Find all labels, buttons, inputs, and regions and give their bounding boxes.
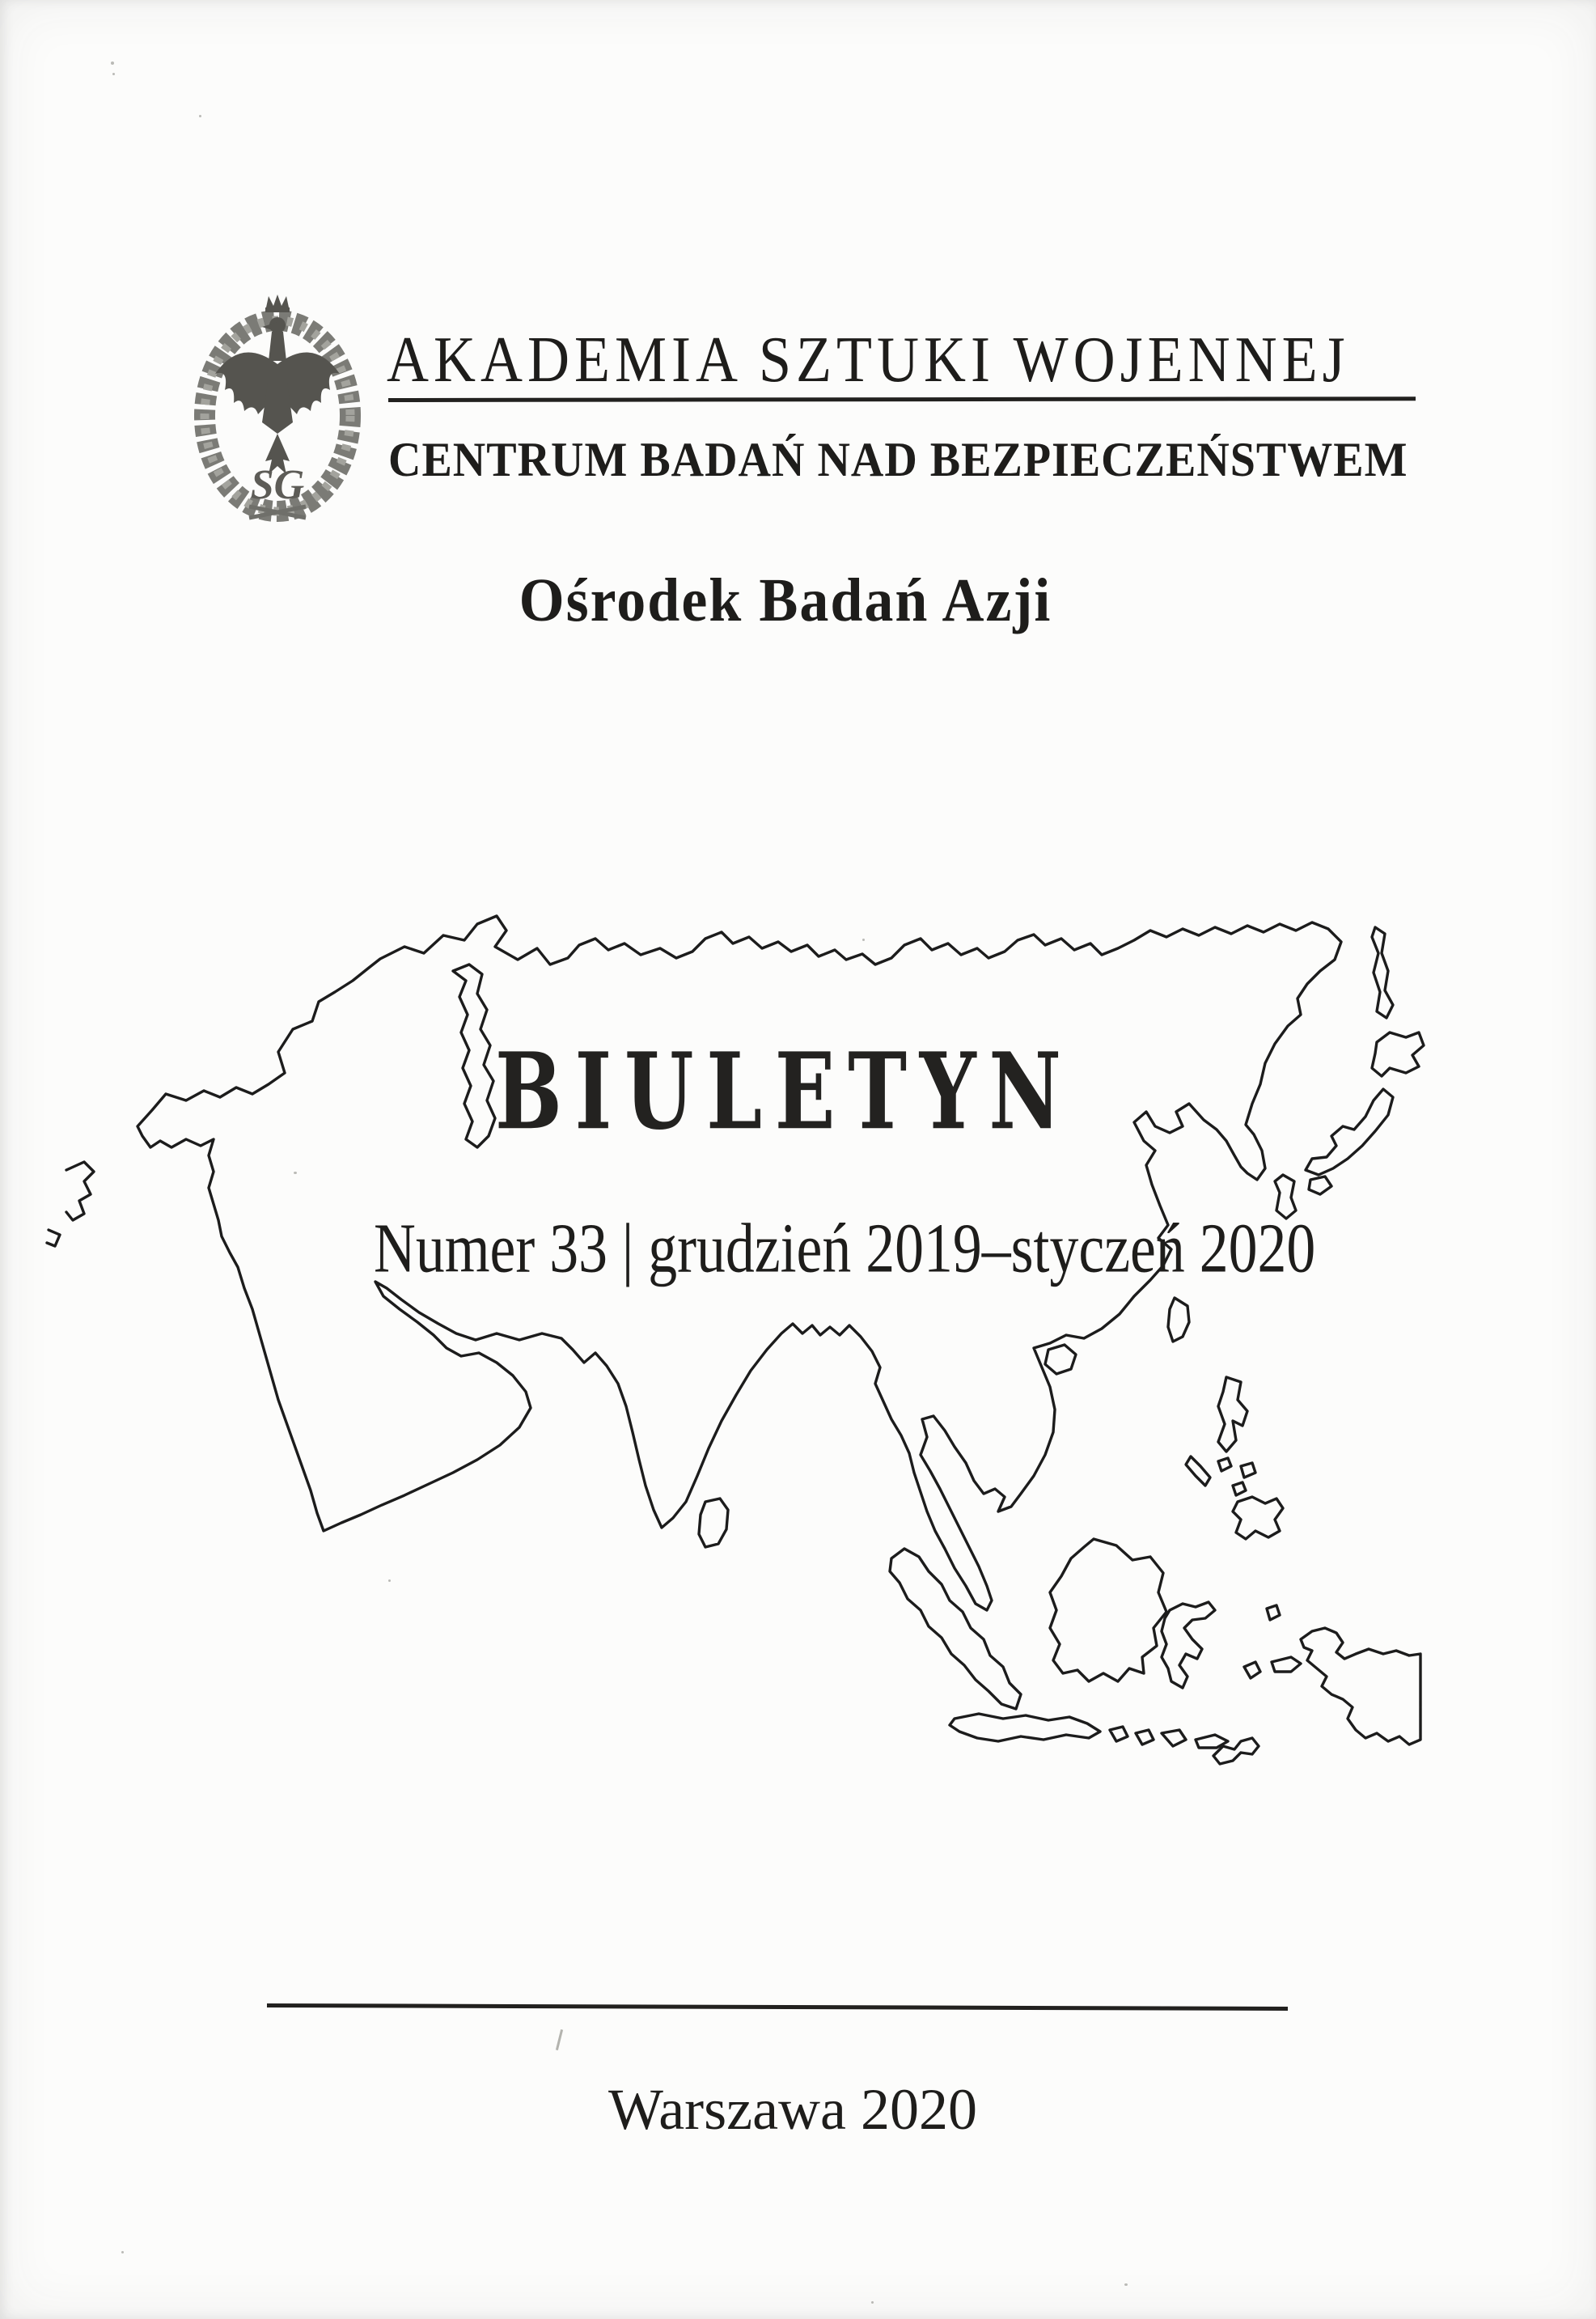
caspian-sea [453, 964, 495, 1147]
scan-speck [112, 73, 115, 75]
unit-name: Ośrodek Badań Azji [519, 566, 1052, 634]
scan-speck [111, 61, 114, 65]
crown-icon [266, 295, 289, 307]
borneo [1050, 1539, 1166, 1681]
buru [1244, 1662, 1260, 1678]
crowned-eagle [215, 295, 340, 474]
taiwan [1168, 1298, 1189, 1342]
department-name: CENTRUM BADAŃ NAD BEZPIECZEŃSTWEM [388, 433, 1408, 488]
sula-islet [1267, 1605, 1280, 1620]
new-guinea [1301, 1628, 1420, 1745]
mindanao [1233, 1497, 1283, 1539]
sakhalin [1372, 927, 1393, 1018]
seram [1272, 1657, 1301, 1672]
visayas-islands [1218, 1458, 1255, 1495]
java [950, 1714, 1100, 1741]
luzon [1218, 1377, 1247, 1452]
scan-speck [1124, 2283, 1128, 2286]
sulawesi [1162, 1602, 1215, 1688]
mediterranean-fragment [47, 1230, 60, 1246]
eagle-in-laurel-wreath-emblem [191, 286, 364, 526]
sg-monogram: SG [250, 462, 305, 508]
lesser-sunda-islands [1110, 1727, 1228, 1748]
bulletin-title: BIULETYN [495, 1029, 1074, 1154]
sumatra [890, 1549, 1021, 1709]
hainan [1045, 1345, 1076, 1374]
scan-speck [862, 939, 865, 941]
scan-speck [388, 1579, 391, 1582]
place-and-year: Warszawa 2020 [608, 2077, 978, 2142]
scan-speck [294, 1172, 297, 1174]
issue-and-date-line: Numer 33 | grudzień 2019–styczeń 2020 [374, 1208, 1316, 1287]
hokkaido [1372, 1032, 1424, 1076]
sri-lanka [699, 1499, 728, 1547]
aegean-coast-fragment [66, 1162, 94, 1220]
scan-speck [199, 115, 201, 117]
timor [1213, 1738, 1259, 1764]
institution-name: AKADEMIA SZTUKI WOJENNEJ [387, 323, 1350, 396]
scan-speck [121, 2251, 124, 2253]
honshu [1306, 1089, 1393, 1175]
scan-speck [871, 2301, 874, 2304]
palawan [1186, 1456, 1210, 1486]
shikoku [1309, 1176, 1331, 1194]
